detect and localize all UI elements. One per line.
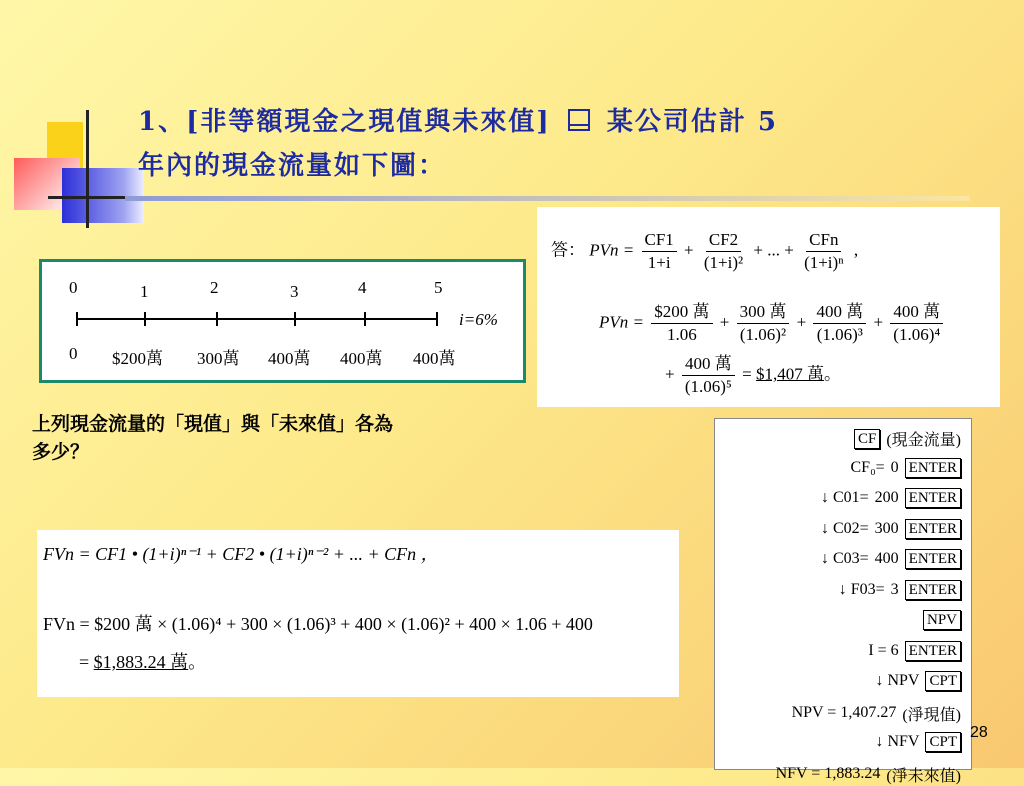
pv-general-formula: 答： PVn = $\frac{CF1}{1+i}$ + $\frac{CF2}{\text{(1+i)²}}$ + ... + $\frac{\text{CFn}}{\text{(1+i)ⁿ}}$ ,: [551, 230, 859, 272]
pv-fraction: [701, 229, 746, 274]
fraction-numerator: 400 萬: [890, 301, 943, 324]
calculator-row: [821, 488, 961, 508]
cashflow-value: 300萬: [197, 349, 240, 368]
cashflow-value: 0: [69, 344, 78, 363]
calculator-key: ENTER: [905, 580, 961, 600]
calculator-value: 300: [874, 519, 899, 537]
timeline-axis: [76, 318, 436, 320]
calculator-value: 3: [890, 580, 899, 598]
pv-numeric-formula: PVn = $\frac{\text{\$200 萬}}{1.06}$ + $\frac{\text{300 萬}}{\text{(1.06)²}}$ + $\frac{\text{400 萬}}{\text{(1.06)³}}$ + $\frac{\text{400 萬}}{\text{(1.06)⁴}}$: [599, 301, 946, 346]
calculator-key: ENTER: [905, 488, 961, 508]
calculator-value: 400: [874, 550, 899, 567]
calculator-row: [851, 458, 962, 478]
calculator-label: ↓ C03=: [820, 550, 869, 567]
calculator-row: [875, 671, 961, 691]
calculator-label: ↓ C02=: [820, 519, 869, 537]
fraction-numerator: 400 萬: [682, 353, 735, 376]
fv-general-formula: FVn = CF1 • (1+i)ⁿ⁻¹ + CF2 • (1+i)ⁿ⁻² + ... + CFn ，: [43, 544, 439, 564]
pv-formula-box: [537, 207, 1000, 407]
timeline-tick: [364, 312, 366, 326]
calculator-label: I = 6: [868, 641, 899, 659]
period-label: 1: [140, 282, 149, 301]
fv-result: = $1,883.24 萬。: [79, 652, 207, 672]
pv-lhs: PVn =: [589, 240, 635, 260]
fraction-numerator: CF1: [642, 229, 677, 252]
fraction-numerator: CFn: [806, 229, 841, 252]
pv-fraction: [651, 301, 712, 346]
period-label: 4: [358, 278, 367, 297]
fraction-denominator: (1.06)⁵: [684, 377, 732, 396]
calculator-row: [792, 702, 961, 725]
fraction-numerator: $200 萬: [651, 301, 712, 324]
calculator-label: NFV = 1,883.24: [775, 765, 881, 782]
fv-numeric-formula: FVn = $200 萬 × (1.06)⁴ + 300 × (1.06)³ + 400 × (1.06)² + 400 × 1.06 + 400: [43, 614, 593, 634]
cashflow-value: 400萬: [413, 349, 456, 368]
question-line2: 多少？: [32, 441, 90, 463]
cashflow-value: $200萬: [112, 349, 163, 368]
calculator-row: [839, 580, 961, 600]
fraction-numerator: CF2: [706, 229, 741, 252]
calculator-key: CF: [854, 429, 880, 449]
fraction-denominator: 1.06: [667, 325, 697, 344]
fraction-numerator: 300 萬: [737, 301, 790, 324]
timeline-tick: [436, 312, 438, 326]
calculator-row: [868, 641, 961, 661]
title-underline: [125, 196, 970, 201]
decor-vertical-line: [86, 110, 89, 228]
fraction-denominator: (1+i)ⁿ: [804, 253, 844, 272]
title-part2: 某公司估計 5: [606, 107, 778, 137]
timeline-tick: [76, 312, 78, 326]
interest-rate: i=6%: [459, 310, 498, 329]
title-part1: 1、[非等額現金之現值與未來值]: [138, 107, 551, 137]
calculator-key: NPV: [923, 610, 961, 630]
period-label: 5: [434, 278, 443, 297]
calculator-row: [776, 763, 961, 786]
fraction-denominator: (1.06)³: [816, 325, 863, 344]
fv-formula-box: [37, 530, 679, 697]
pv-fraction: [801, 229, 847, 274]
fraction-denominator: (1.06)²: [739, 325, 787, 344]
calculator-key: ENTER: [905, 458, 961, 478]
timeline-tick: [144, 312, 146, 326]
ellipsis: + ... +: [753, 240, 794, 260]
pv-result-value: $1,407 萬: [755, 364, 824, 384]
calculator-label: NPV = 1,407.27: [791, 704, 897, 721]
pv-fraction: [813, 301, 866, 346]
calculator-steps: [714, 418, 972, 785]
pv-result: + $\frac{\text{400 萬}}{\text{(1.06)⁵}}$ = $1,407 萬。: [665, 354, 841, 396]
calculator-value: 0: [890, 458, 899, 476]
period-label: 2: [210, 278, 219, 297]
cashflow-value: 400萬: [268, 349, 311, 368]
calculator-key: ENTER: [905, 549, 961, 569]
cashflow-timeline: [39, 259, 526, 383]
slide-title: [138, 100, 928, 188]
timeline-tick: [216, 312, 218, 326]
pv-fraction: [642, 229, 677, 274]
answer-label: 答：: [551, 240, 585, 260]
calculator-row: [821, 519, 961, 539]
pv-fraction: [682, 353, 735, 398]
fraction-numerator: 400 萬: [813, 301, 866, 324]
calculator-label: ↓ C01=: [820, 489, 869, 506]
calculator-row: [875, 732, 961, 752]
calculator-row: [923, 610, 961, 630]
calculator-key: CPT: [925, 732, 961, 752]
pv-fraction: [737, 301, 790, 346]
period-label: 0: [69, 278, 78, 297]
calculator-label: ↓ NPV: [875, 672, 920, 689]
calculator-value: (淨現值): [902, 706, 961, 724]
fraction-denominator: (1.06)⁴: [893, 325, 941, 344]
calculator-label: CF₀=: [850, 458, 885, 476]
timeline-tick: [294, 312, 296, 326]
calculator-row: [854, 427, 961, 450]
calculator-key: ENTER: [905, 519, 961, 539]
calculator-value: 200: [874, 489, 899, 506]
period-label: 3: [290, 282, 299, 301]
pv-fraction: [890, 301, 943, 346]
fraction-denominator: 1+i: [647, 253, 671, 272]
calculator-value: (淨未來值): [886, 767, 961, 785]
fraction-denominator: (1+i)²: [703, 253, 744, 272]
pv-lhs: PVn =: [599, 312, 644, 332]
fv-result-value: $1,883.24 萬: [93, 652, 189, 672]
title-part3: 年內的現金流量如下圖：: [138, 151, 447, 181]
calculator-row: [821, 549, 961, 569]
page-number: 28: [970, 724, 988, 741]
calculator-key: ENTER: [905, 641, 961, 661]
calculator-label: ↓ F03=: [838, 580, 885, 598]
calculator-label: ↓ NFV: [875, 733, 920, 750]
calculator-icon: [568, 109, 590, 131]
calculator-value: (現金流量): [886, 432, 961, 449]
calculator-key: CPT: [925, 671, 961, 691]
cashflow-value: 400萬: [340, 349, 383, 368]
question-line1: 上列現金流量的「現值」與「未來值」各為: [32, 413, 394, 435]
question-text: [32, 410, 532, 466]
